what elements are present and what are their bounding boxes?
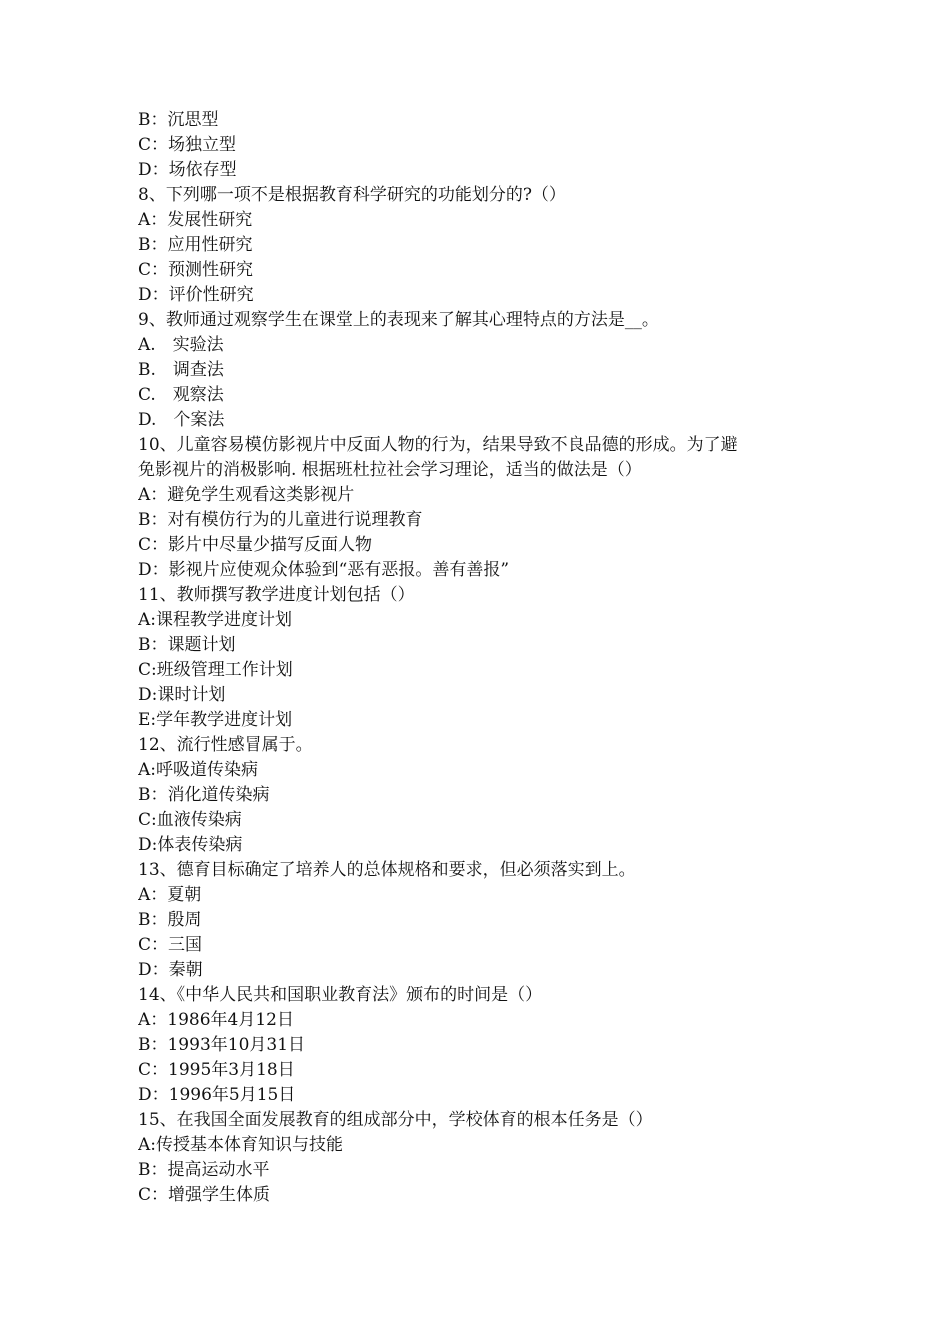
option-d-q14: D：1996年5月15日	[138, 1085, 296, 1105]
option-c-q12: C:血液传染病	[138, 810, 242, 830]
question-12: 12、流行性感冒属于。	[138, 735, 313, 755]
option-d-q12: D:体表传染病	[138, 835, 243, 855]
option-d-q7: D：场依存型	[138, 160, 237, 180]
option-a-q9: A. 实验法	[138, 335, 224, 355]
question-14: 14、《中华人民共和国职业教育法》颁布的时间是（）	[138, 985, 543, 1005]
option-c-q15: C：增强学生体质	[138, 1185, 271, 1205]
option-b-q15: B：提高运动水平	[138, 1160, 270, 1180]
option-a-q10: A：避免学生观看这类影视片	[138, 485, 355, 505]
option-c-q11: C:班级管理工作计划	[138, 660, 293, 680]
option-a-q13: A：夏朝	[138, 885, 202, 905]
option-b-q11: B：课题计划	[138, 635, 236, 655]
question-10-line-2: 免影视片的消极影响. 根据班杜拉社会学习理论，适当的做法是（）	[138, 460, 642, 480]
question-9: 9、教师通过观察学生在课堂上的表现来了解其心理特点的方法是__。	[138, 310, 659, 330]
option-d-q10: D：影视片应使观众体验到“恶有恶报。善有善报”	[138, 560, 510, 580]
option-c-q7: C：场独立型	[138, 135, 237, 155]
question-8: 8、下列哪一项不是根据教育科学研究的功能划分的?（）	[138, 185, 566, 205]
option-c-q9: C. 观察法	[138, 385, 224, 405]
option-b-q9: B. 调查法	[138, 360, 224, 380]
question-11: 11、教师撰写教学进度计划包括（）	[138, 585, 415, 605]
option-a-q15: A:传授基本体育知识与技能	[138, 1135, 344, 1155]
option-c-q10: C：影片中尽量少描写反面人物	[138, 535, 373, 555]
option-d-q11: D:课时计划	[138, 685, 226, 705]
option-a-q8: A：发展性研究	[138, 210, 253, 230]
option-a-q14: A：1986年4月12日	[138, 1010, 294, 1030]
document-page	[138, 108, 828, 1208]
option-d-q9: D. 个案法	[138, 410, 225, 430]
question-13: 13、德育目标确定了培养人的总体规格和要求，但必须落实到上。	[138, 860, 636, 880]
option-a-q12: A:呼吸道传染病	[138, 760, 259, 780]
option-b-q7: B：沉思型	[138, 110, 219, 130]
option-c-q14: C：1995年3月18日	[138, 1060, 295, 1080]
option-e-q11: E:学年教学进度计划	[138, 710, 293, 730]
option-b-q8: B：应用性研究	[138, 235, 253, 255]
option-b-q14: B：1993年10月31日	[138, 1035, 306, 1055]
question-15: 15、在我国全面发展教育的组成部分中，学校体育的根本任务是（）	[138, 1110, 653, 1130]
option-d-q13: D：秦朝	[138, 960, 203, 980]
option-d-q8: D：评价性研究	[138, 285, 254, 305]
option-b-q12: B：消化道传染病	[138, 785, 270, 805]
option-a-q11: A:课程教学进度计划	[138, 610, 293, 630]
option-b-q13: B：殷周	[138, 910, 202, 930]
option-c-q13: C：三国	[138, 935, 203, 955]
option-b-q10: B：对有模仿行为的儿童进行说理教育	[138, 510, 423, 530]
question-10-line-1: 10、儿童容易模仿影视片中反面人物的行为，结果导致不良品德的形成。为了避	[138, 435, 738, 455]
option-c-q8: C：预测性研究	[138, 260, 254, 280]
